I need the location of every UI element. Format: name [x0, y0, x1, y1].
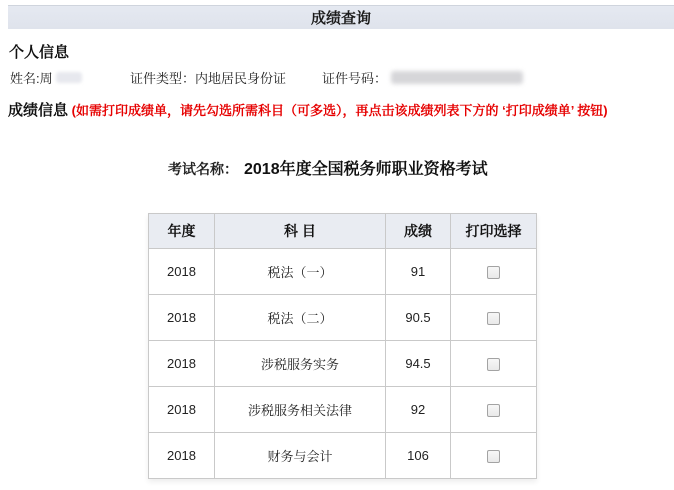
year-cell: 2018 [149, 249, 215, 295]
score-table-container [148, 213, 537, 479]
print-select-cell [451, 387, 537, 433]
print-select-checkbox[interactable] [487, 450, 500, 463]
id-type-field [130, 68, 286, 87]
personal-info-heading: 个人信息 [9, 44, 70, 61]
print-select-cell [451, 433, 537, 479]
table-row [149, 249, 537, 295]
score-cell: 94.5 [386, 341, 451, 387]
subject-cell: 涉税服务实务 [215, 341, 386, 387]
year-cell: 2018 [149, 341, 215, 387]
print-select-checkbox[interactable] [487, 266, 500, 279]
score-cell: 91 [386, 249, 451, 295]
title-bar [8, 5, 674, 29]
print-select-cell [451, 295, 537, 341]
name-field [10, 68, 82, 87]
year-cell: 2018 [149, 433, 215, 479]
page-title: 成绩查询 [310, 10, 371, 27]
id-number-field [322, 68, 523, 87]
year-cell: 2018 [149, 295, 215, 341]
score-cell: 106 [386, 433, 451, 479]
subject-cell: 税法（一） [215, 249, 386, 295]
print-select-cell [451, 341, 537, 387]
exam-name-label: 考试名称： [168, 161, 238, 177]
score-cell: 90.5 [386, 295, 451, 341]
header-year: 年度 [149, 214, 215, 249]
subject-cell: 税法（二） [215, 295, 386, 341]
header-subject: 科 目 [215, 214, 386, 249]
id-number-label: 证件号码： [322, 71, 388, 86]
exam-name-value: 2018年度全国税务师职业资格考试 [244, 161, 488, 178]
print-select-cell [451, 249, 537, 295]
personal-info-row [10, 68, 660, 86]
print-select-checkbox[interactable] [487, 404, 500, 417]
table-row [149, 295, 537, 341]
subject-cell: 涉税服务相关法律 [215, 387, 386, 433]
table-row [149, 387, 537, 433]
score-cell: 92 [386, 387, 451, 433]
exam-name-line [168, 156, 488, 179]
score-info-line [8, 99, 670, 120]
score-table [148, 213, 537, 479]
id-type-label: 证件类型： [130, 71, 196, 86]
name-redaction [56, 72, 82, 83]
header-print-select: 打印选择 [451, 214, 537, 249]
score-table-body [149, 249, 537, 479]
subject-cell: 财务与会计 [215, 433, 386, 479]
table-row [149, 433, 537, 479]
score-info-heading: 成绩信息 [8, 102, 69, 119]
id-type-value: 内地居民身份证 [195, 71, 287, 86]
print-select-checkbox[interactable] [487, 358, 500, 371]
name-label: 姓名: [10, 71, 40, 86]
year-cell: 2018 [149, 387, 215, 433]
print-select-checkbox[interactable] [487, 312, 500, 325]
print-instruction-notice: (如需打印成绩单，请先勾选所需科目（可多选），再点击该成绩列表下方的 ‘打印成绩单’ 按钮) [71, 103, 608, 118]
id-number-redaction [391, 71, 523, 84]
table-row [149, 341, 537, 387]
header-score: 成绩 [386, 214, 451, 249]
name-value: 周 [39, 71, 53, 86]
table-header-row [149, 214, 537, 249]
